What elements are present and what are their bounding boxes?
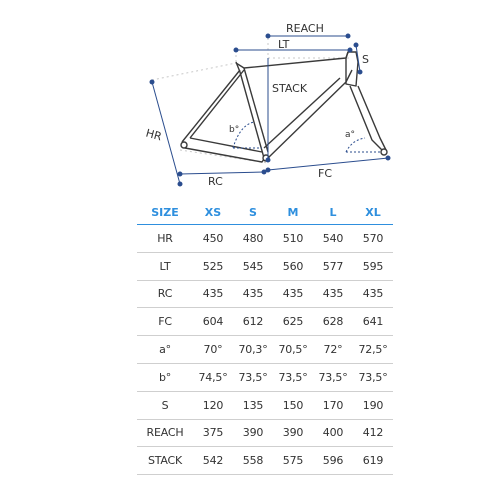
table-cell: 73,5° (353, 363, 393, 391)
table-cell: 625 (273, 308, 313, 336)
a-angle-label: a° (345, 130, 356, 140)
table-cell: 570 (353, 225, 393, 253)
lt-label: LT (278, 38, 290, 51)
bike-frame (181, 52, 387, 162)
table-cell: 72,5° (353, 336, 393, 364)
s-label: S (362, 53, 369, 66)
geometry-table (137, 200, 393, 475)
table-cell: 170 (313, 391, 353, 419)
table-row (137, 225, 393, 253)
column-header: XS (193, 200, 233, 225)
rc-label: RC (208, 175, 223, 188)
table-cell: 525 (193, 252, 233, 280)
table-cell: 73,5° (233, 363, 273, 391)
table-cell: 577 (313, 252, 353, 280)
table-cell: 400 (313, 419, 353, 447)
table-cell: 435 (193, 280, 233, 308)
table-cell: 596 (313, 447, 353, 475)
stack-label: STACK (272, 82, 308, 95)
table-cell: 390 (273, 419, 313, 447)
table-row (137, 252, 393, 280)
column-header: L (313, 200, 353, 225)
table-cell: 619 (353, 447, 393, 475)
row-label: a° (137, 336, 193, 364)
table-cell: 612 (233, 308, 273, 336)
table-cell: 435 (353, 280, 393, 308)
table-cell: 558 (233, 447, 273, 475)
reach-label: REACH (286, 22, 324, 35)
table-cell: 641 (353, 308, 393, 336)
table-cell: 73,5° (313, 363, 353, 391)
table-cell: 412 (353, 419, 393, 447)
table-cell: 510 (273, 225, 313, 253)
table-row (137, 336, 393, 364)
table-row (137, 419, 393, 447)
table-row (137, 280, 393, 308)
table-cell: 435 (313, 280, 353, 308)
table-cell: 545 (233, 252, 273, 280)
table-cell: 595 (353, 252, 393, 280)
table-cell: 435 (273, 280, 313, 308)
row-label: FC (137, 308, 193, 336)
table-cell: 190 (353, 391, 393, 419)
table-cell: 450 (193, 225, 233, 253)
table-cell: 560 (273, 252, 313, 280)
b-angle-label: b° (229, 125, 240, 135)
table-cell: 540 (313, 225, 353, 253)
table-cell: 70,5° (273, 336, 313, 364)
column-header: SIZE (137, 200, 193, 225)
table-cell: 150 (273, 391, 313, 419)
table-cell: 70° (193, 336, 233, 364)
row-label: S (137, 391, 193, 419)
table-row (137, 391, 393, 419)
column-header: S (233, 200, 273, 225)
row-label: STACK (137, 447, 193, 475)
table-row (137, 363, 393, 391)
table-cell: 74,5° (193, 363, 233, 391)
row-label: REACH (137, 419, 193, 447)
table-cell: 375 (193, 419, 233, 447)
bike-frame-geometry-diagram (0, 0, 500, 195)
table-cell: 72° (313, 336, 353, 364)
table-row (137, 447, 393, 475)
row-label: b° (137, 363, 193, 391)
table-row (137, 308, 393, 336)
table-cell: 120 (193, 391, 233, 419)
row-label: HR (137, 225, 193, 253)
table-cell: 435 (233, 280, 273, 308)
table-cell: 628 (313, 308, 353, 336)
rc-dimension-line (180, 172, 264, 174)
table-cell: 135 (233, 391, 273, 419)
hr-label: HR (144, 126, 164, 144)
table-cell: 390 (233, 419, 273, 447)
fc-label: FC (318, 167, 333, 180)
table-cell: 575 (273, 447, 313, 475)
column-header: XL (353, 200, 393, 225)
row-label: LT (137, 252, 193, 280)
table-cell: 480 (233, 225, 273, 253)
dimension-lines (150, 34, 390, 186)
table-cell: 604 (193, 308, 233, 336)
table-cell: 70,3° (233, 336, 273, 364)
row-label: RC (137, 280, 193, 308)
table-header-row (137, 200, 393, 225)
column-header: M (273, 200, 313, 225)
table-cell: 542 (193, 447, 233, 475)
table-cell: 73,5° (273, 363, 313, 391)
